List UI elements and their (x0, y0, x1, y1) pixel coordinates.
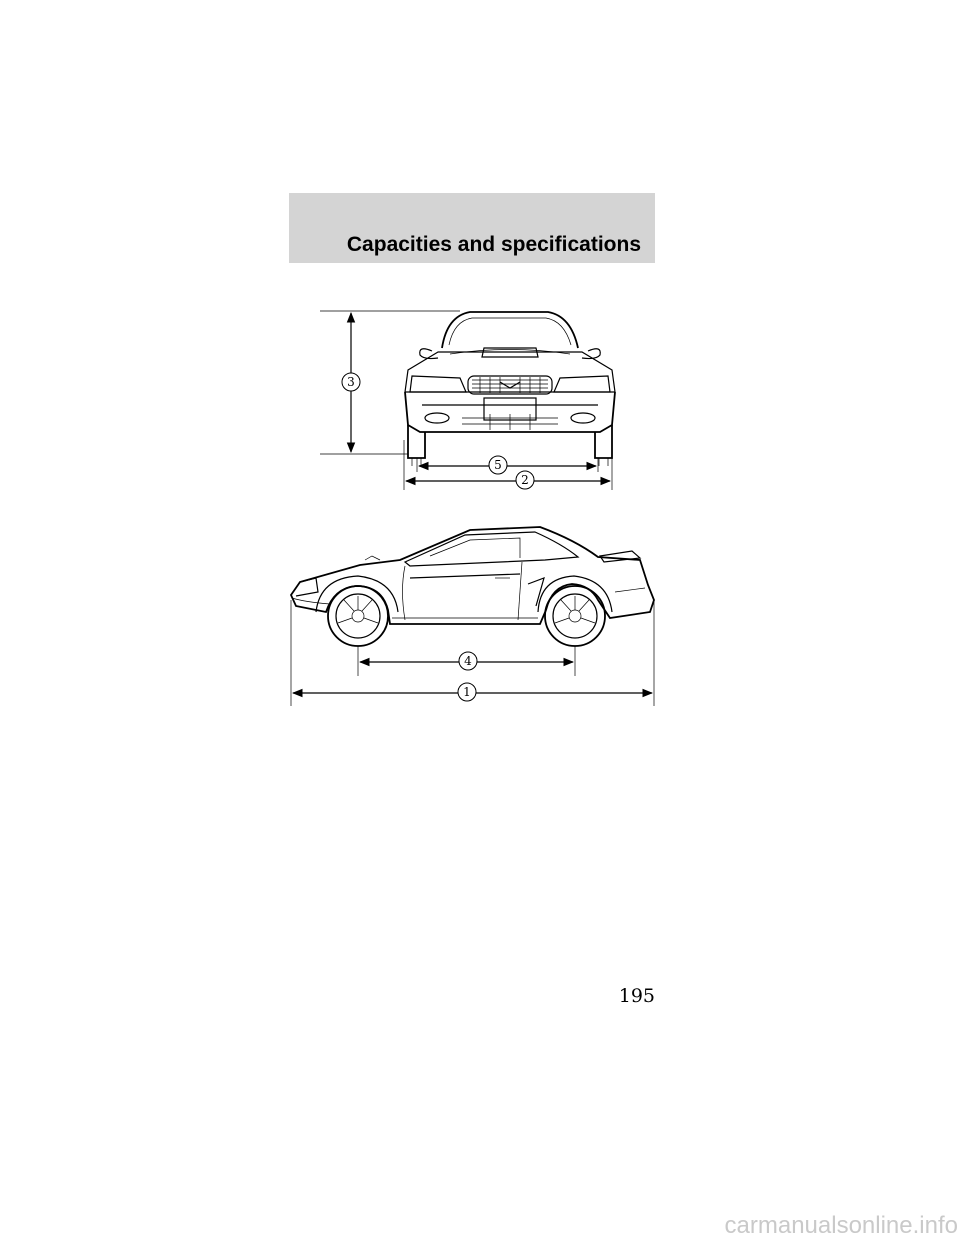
dimension-wheelbase (358, 646, 575, 676)
section-title: Capacities and specifications (346, 233, 641, 256)
callout-4: 4 (464, 654, 472, 668)
front-view-car (405, 312, 615, 466)
callout-1: 1 (463, 685, 471, 699)
dimension-width (404, 440, 612, 490)
side-view-car (291, 527, 654, 624)
front-wheel (328, 586, 388, 646)
watermark: carmanualsonline.info (724, 1212, 958, 1239)
page-number: 195 (618, 985, 655, 1007)
callout-5: 5 (494, 458, 502, 472)
rear-wheel (545, 586, 605, 646)
callout-3: 3 (347, 375, 355, 389)
dimension-track (417, 456, 598, 474)
callout-2: 2 (521, 473, 529, 487)
